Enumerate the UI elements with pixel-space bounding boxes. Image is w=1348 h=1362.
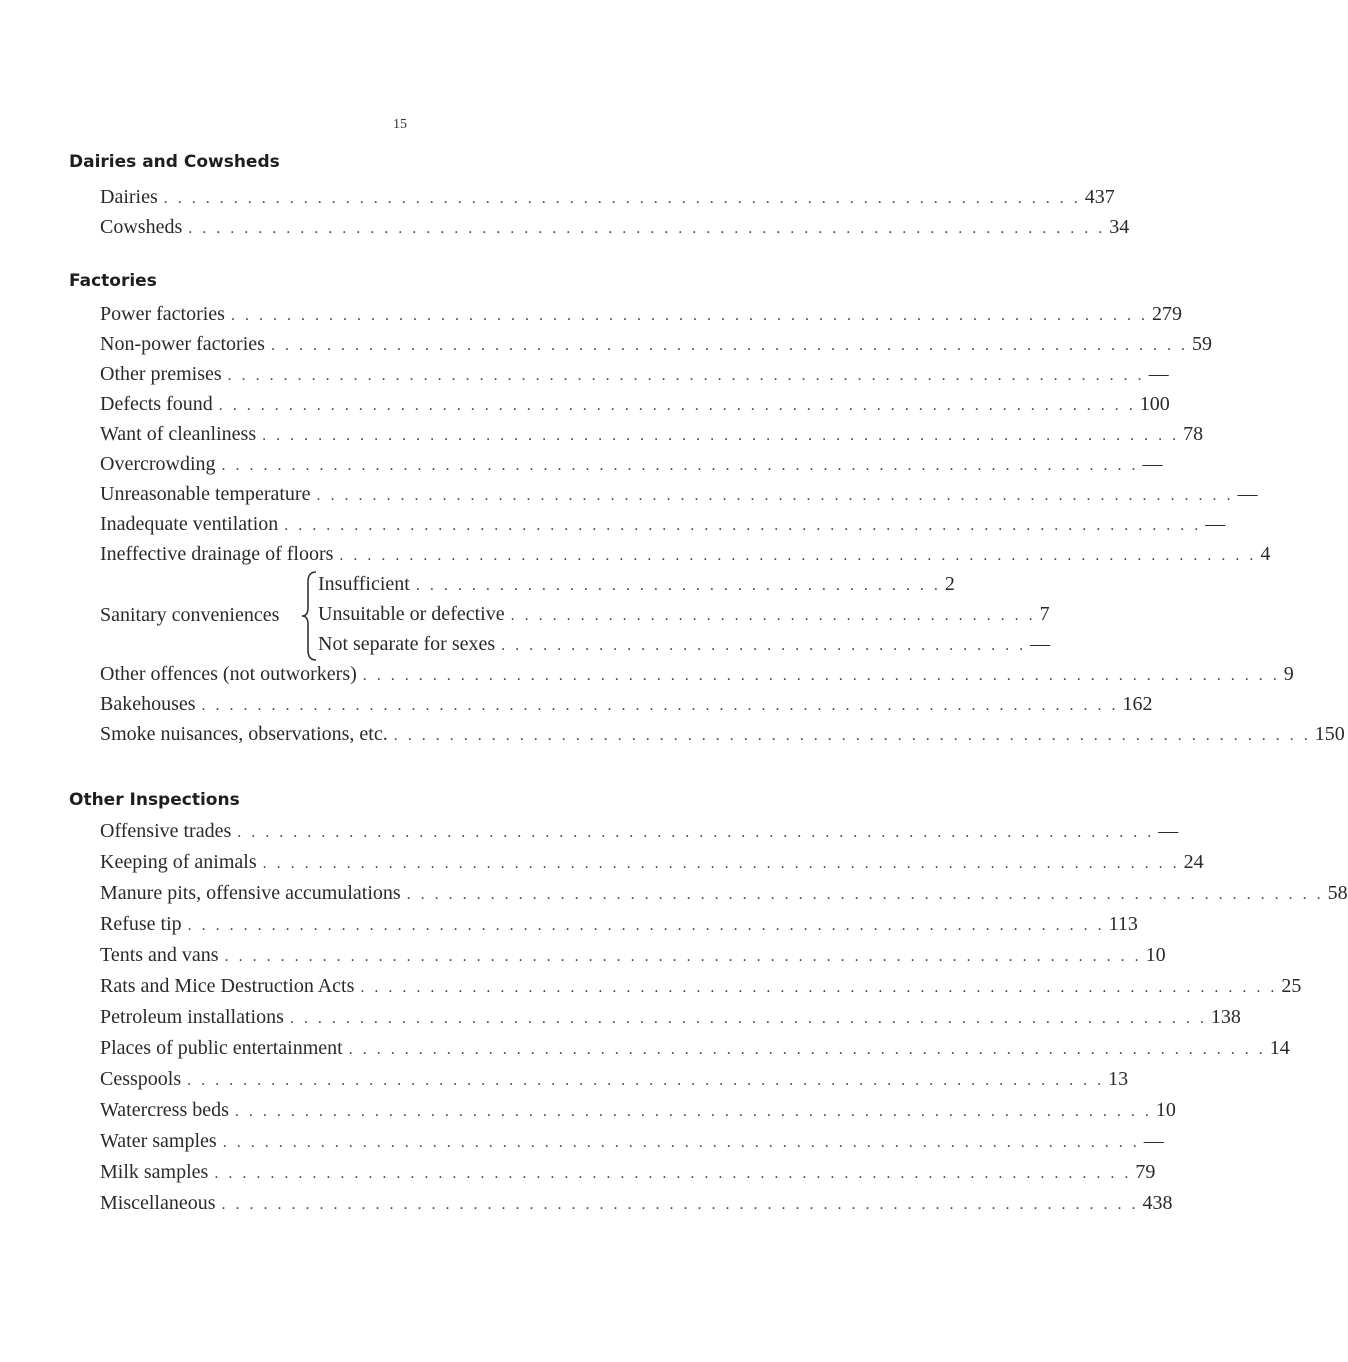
row-value: 78 bbox=[1183, 423, 1204, 445]
table-row bbox=[100, 719, 1345, 749]
row-value: 100 bbox=[1139, 393, 1170, 415]
table-row bbox=[100, 389, 1170, 419]
leader-dots: . . . . . . . . . . . . . . . . . . . . . . . . . . . . . . . . . . . . . . . . . . . . . . . . . . . . . . . . . . . . . . . . . . bbox=[234, 1103, 1152, 1120]
row-value: 9 bbox=[1283, 663, 1294, 685]
row-label: Overcrowding bbox=[100, 453, 216, 475]
table-row bbox=[100, 659, 1294, 689]
row-value: 14 bbox=[1269, 1037, 1290, 1059]
leader-dots: . . . . . . . . . . . . . . . . . . . . . . . . . . . . . . . . . . . . . . bbox=[510, 607, 1036, 624]
row-value: — bbox=[1148, 363, 1169, 385]
row-value: 59 bbox=[1191, 333, 1212, 355]
leader-dots: . . . . . . . . . . . . . . . . . . . . . . . . . . . . . . . . . . . . . . . . . . . . . . . . . . . . . . . . . . . . . . . . . . bbox=[284, 517, 1202, 534]
leader-dots: . . . . . . . . . . . . . . . . . . . . . . . . . . . . . . . . . . . . . . . . . . . . . . . . . . . . . . . . . . . . . . . . . . bbox=[201, 697, 1119, 714]
row-label: Watercress beds bbox=[100, 1099, 229, 1121]
row-label: Water samples bbox=[100, 1130, 217, 1152]
row-label: Milk samples bbox=[100, 1161, 209, 1183]
row-value: 25 bbox=[1281, 975, 1302, 997]
leader-dots: . . . . . . . . . . . . . . . . . . . . . . . . . . . . . . . . . . . . . . . . . . . . . . . . . . . . . . . . . . . . . . . . . . bbox=[289, 1010, 1207, 1027]
leader-dots: . . . . . . . . . . . . . . . . . . . . . . . . . . . . . . . . . . . . . . . . . . . . . . . . . . . . . . . . . . . . . . . . . . bbox=[393, 727, 1311, 744]
table-row bbox=[100, 509, 1226, 539]
leader-dots: . . . . . . . . . . . . . . . . . . . . . . . . . . . . . . . . . . . . . . . . . . . . . . . . . . . . . . . . . . . . . . . . . . bbox=[406, 886, 1324, 903]
table-row bbox=[100, 1064, 1129, 1094]
row-label: Not separate for sexes bbox=[318, 633, 496, 655]
row-value: 150 bbox=[1314, 723, 1345, 745]
table-row bbox=[100, 212, 1130, 242]
row-label: Other offences (not outworkers) bbox=[100, 663, 357, 685]
leader-dots: . . . . . . . . . . . . . . . . . . . . . . . . . . . . . . . . . . . . . . . . . . . . . . . . . . . . . . . . . . . . . . . . . . bbox=[218, 397, 1136, 414]
table-row bbox=[100, 847, 1204, 877]
row-value: 13 bbox=[1108, 1068, 1129, 1090]
leader-dots: . . . . . . . . . . . . . . . . . . . . . . . . . . . . . . . . . . . . . . bbox=[501, 637, 1027, 654]
row-value: 10 bbox=[1155, 1099, 1176, 1121]
row-label: Non-power factories bbox=[100, 333, 265, 355]
row-value: 2 bbox=[944, 573, 955, 595]
row-value: 34 bbox=[1109, 216, 1130, 238]
row-value: 162 bbox=[1122, 693, 1153, 715]
row-value: — bbox=[1142, 453, 1163, 475]
row-label: Miscellaneous bbox=[100, 1192, 216, 1214]
row-label: Manure pits, offensive accumulations bbox=[100, 882, 401, 904]
leader-dots: . . . . . . . . . . . . . . . . . . . . . . . . . . . . . . . . . . . . . . . . . . . . . . . . . . . . . . . . . . . . . . . . . . bbox=[339, 547, 1257, 564]
leader-dots: . . . . . . . . . . . . . . . . . . . . . . . . . . . . . . . . . . . . . . . . . . . . . . . . . . . . . . . . . . . . . . . . . . bbox=[237, 824, 1155, 841]
table-row bbox=[100, 1157, 1156, 1187]
leader-dots: . . . . . . . . . . . . . . . . . . . . . . . . . . . . . . . . . . . . . . . . . . . . . . . . . . . . . . . . . . . . . . . . . . bbox=[222, 1134, 1140, 1151]
table-row bbox=[318, 569, 955, 599]
section-heading-dairies-cowsheds: Dairies and Cowsheds bbox=[69, 152, 280, 172]
table-row bbox=[100, 1002, 1241, 1032]
table-row bbox=[100, 971, 1302, 1001]
row-label: Inadequate ventilation bbox=[100, 513, 279, 535]
row-value: — bbox=[1143, 1130, 1164, 1152]
row-label: Unreasonable temperature bbox=[100, 483, 311, 505]
row-label: Smoke nuisances, observations, etc. bbox=[100, 723, 388, 745]
section-heading-factories: Factories bbox=[69, 271, 157, 291]
leader-dots: . . . . . . . . . . . . . . . . . . . . . . . . . . . . . . . . . . . . . . . . . . . . . . . . . . . . . . . . . . . . . . . . . . bbox=[230, 307, 1148, 324]
table-row bbox=[100, 689, 1153, 719]
leader-dots: . . . . . . . . . . . . . . . . . . . . . . . . . . . . . . . . . . . . . . . . . . . . . . . . . . . . . . . . . . . . . . . . . . bbox=[188, 220, 1106, 237]
row-label: Cowsheds bbox=[100, 216, 183, 238]
row-label: Want of cleanliness bbox=[100, 423, 257, 445]
row-label: Power factories bbox=[100, 303, 225, 325]
leader-dots: . . . . . . . . . . . . . . . . . . . . . . . . . . . . . . . . . . . . . . . . . . . . . . . . . . . . . . . . . . . . . . . . . . bbox=[187, 1072, 1105, 1089]
row-label: Places of public entertainment bbox=[100, 1037, 343, 1059]
row-label: Refuse tip bbox=[100, 913, 182, 935]
row-value: 58 bbox=[1327, 882, 1348, 904]
sanitary-conveniences-label: Sanitary conveniences bbox=[100, 604, 280, 626]
row-value: 24 bbox=[1183, 851, 1204, 873]
table-row bbox=[100, 816, 1179, 846]
leader-dots: . . . . . . . . . . . . . . . . . . . . . . . . . . . . . . . . . . . . . . . . . . . . . . . . . . . . . . . . . . . . . . . . . . bbox=[262, 855, 1180, 872]
row-value: 10 bbox=[1145, 944, 1166, 966]
row-label: Defects found bbox=[100, 393, 213, 415]
row-label: Insufficient bbox=[318, 573, 410, 595]
leader-dots: . . . . . . . . . . . . . . . . . . . . . . . . . . . . . . . . . . . . . . . . . . . . . . . . . . . . . . . . . . . . . . . . . . bbox=[348, 1041, 1266, 1058]
leader-dots: . . . . . . . . . . . . . . . . . . . . . . . . . . . . . . . . . . . . . . . . . . . . . . . . . . . . . . . . . . . . . . . . . . bbox=[214, 1165, 1132, 1182]
row-label: Unsuitable or defective bbox=[318, 603, 505, 625]
table-row bbox=[318, 629, 1051, 659]
leader-dots: . . . . . . . . . . . . . . . . . . . . . . . . . . . . . . . . . . . . . . . . . . . . . . . . . . . . . . . . . . . . . . . . . . bbox=[262, 427, 1180, 444]
row-label: Bakehouses bbox=[100, 693, 196, 715]
table-row bbox=[100, 359, 1169, 389]
row-value: 437 bbox=[1084, 186, 1115, 208]
page-number: 15 bbox=[393, 117, 407, 132]
row-value: — bbox=[1237, 483, 1258, 505]
table-row bbox=[100, 1033, 1290, 1063]
table-row bbox=[100, 419, 1204, 449]
row-value: 7 bbox=[1039, 603, 1050, 625]
leader-dots: . . . . . . . . . . . . . . . . . . . . . . . . . . . . . . . . . . . . . . bbox=[415, 577, 941, 594]
table-row bbox=[100, 299, 1182, 329]
table-row bbox=[100, 1126, 1164, 1156]
table-row bbox=[100, 1095, 1176, 1125]
row-value: 79 bbox=[1135, 1161, 1156, 1183]
row-label: Offensive trades bbox=[100, 820, 232, 842]
row-value: 113 bbox=[1108, 913, 1138, 935]
row-value: 138 bbox=[1210, 1006, 1241, 1028]
table-row bbox=[100, 182, 1115, 212]
row-value: — bbox=[1030, 633, 1051, 655]
row-value: 4 bbox=[1260, 543, 1271, 565]
row-label: Ineffective drainage of floors bbox=[100, 543, 334, 565]
leader-dots: . . . . . . . . . . . . . . . . . . . . . . . . . . . . . . . . . . . . . . . . . . . . . . . . . . . . . . . . . . . . . . . . . . bbox=[187, 917, 1105, 934]
row-value: 438 bbox=[1142, 1192, 1173, 1214]
row-label: Keeping of animals bbox=[100, 851, 257, 873]
leader-dots: . . . . . . . . . . . . . . . . . . . . . . . . . . . . . . . . . . . . . . . . . . . . . . . . . . . . . . . . . . . . . . . . . . bbox=[362, 667, 1280, 684]
leader-dots: . . . . . . . . . . . . . . . . . . . . . . . . . . . . . . . . . . . . . . . . . . . . . . . . . . . . . . . . . . . . . . . . . . bbox=[227, 367, 1145, 384]
row-label: Other premises bbox=[100, 363, 222, 385]
row-label: Dairies bbox=[100, 186, 158, 208]
table-row bbox=[100, 909, 1138, 939]
row-value: — bbox=[1205, 513, 1226, 535]
section-heading-other-inspections: Other Inspections bbox=[69, 790, 240, 810]
leader-dots: . . . . . . . . . . . . . . . . . . . . . . . . . . . . . . . . . . . . . . . . . . . . . . . . . . . . . . . . . . . . . . . . . . bbox=[221, 1196, 1139, 1213]
table-row bbox=[100, 329, 1212, 359]
row-label: Rats and Mice Destruction Acts bbox=[100, 975, 355, 997]
leader-dots: . . . . . . . . . . . . . . . . . . . . . . . . . . . . . . . . . . . . . . . . . . . . . . . . . . . . . . . . . . . . . . . . . . bbox=[270, 337, 1188, 354]
row-label: Tents and vans bbox=[100, 944, 219, 966]
leader-dots: . . . . . . . . . . . . . . . . . . . . . . . . . . . . . . . . . . . . . . . . . . . . . . . . . . . . . . . . . . . . . . . . . . bbox=[316, 487, 1234, 504]
table-row bbox=[100, 1188, 1173, 1218]
curly-brace-icon bbox=[300, 570, 318, 662]
table-row bbox=[100, 479, 1258, 509]
table-row bbox=[100, 878, 1348, 908]
table-row bbox=[318, 599, 1050, 629]
row-label: Cesspools bbox=[100, 1068, 182, 1090]
leader-dots: . . . . . . . . . . . . . . . . . . . . . . . . . . . . . . . . . . . . . . . . . . . . . . . . . . . . . . . . . . . . . . . . . . bbox=[360, 979, 1278, 996]
table-row bbox=[100, 539, 1271, 569]
table-row bbox=[100, 449, 1163, 479]
row-label: Petroleum installations bbox=[100, 1006, 284, 1028]
row-value: — bbox=[1158, 820, 1179, 842]
leader-dots: . . . . . . . . . . . . . . . . . . . . . . . . . . . . . . . . . . . . . . . . . . . . . . . . . . . . . . . . . . . . . . . . . . bbox=[221, 457, 1139, 474]
leader-dots: . . . . . . . . . . . . . . . . . . . . . . . . . . . . . . . . . . . . . . . . . . . . . . . . . . . . . . . . . . . . . . . . . . bbox=[224, 948, 1142, 965]
leader-dots: . . . . . . . . . . . . . . . . . . . . . . . . . . . . . . . . . . . . . . . . . . . . . . . . . . . . . . . . . . . . . . . . . . bbox=[163, 190, 1081, 207]
row-value: 279 bbox=[1151, 303, 1182, 325]
table-row bbox=[100, 940, 1166, 970]
